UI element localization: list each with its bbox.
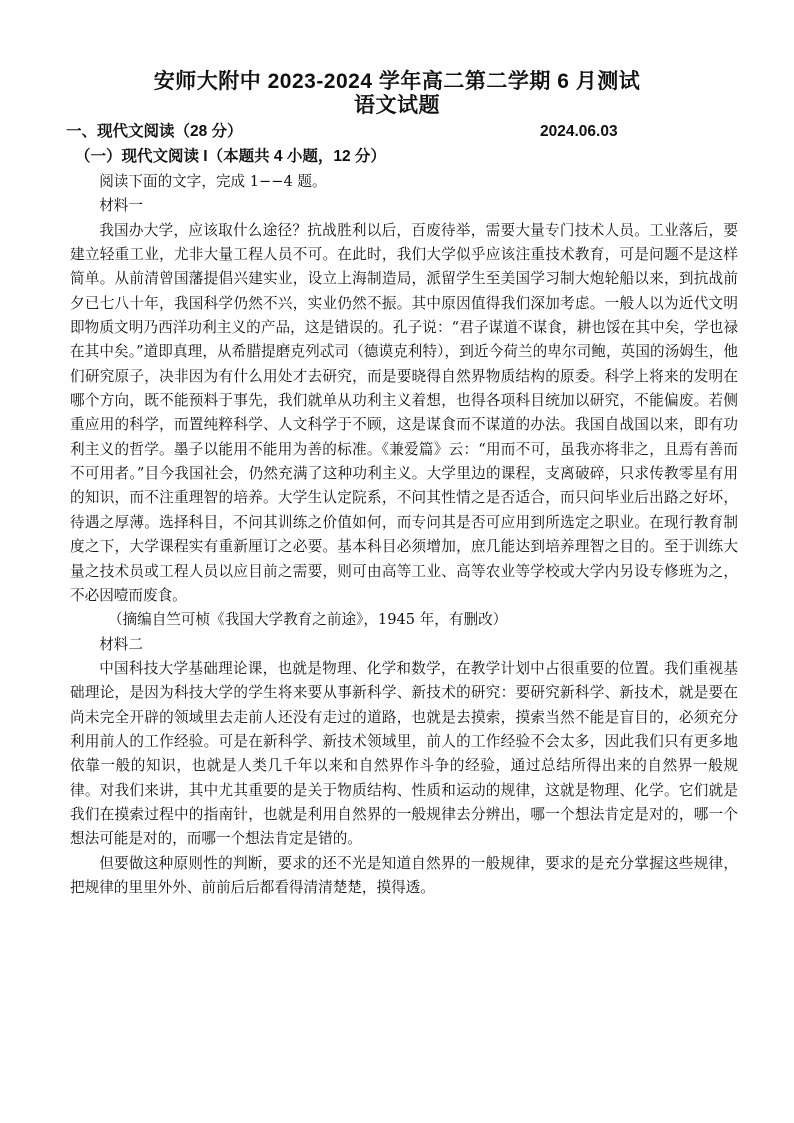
exam-title: 安师大附中 2023-2024 学年高二第二学期 6 月测试 — [153, 70, 641, 93]
passage-body — [70, 170, 738, 900]
exam-date: 2024.06.03 — [540, 123, 618, 140]
material-1-paragraph: 我国办大学，应该取什么途径？抗战胜利以后，百废待举，需要大量专门技术人员。工业落后，要建立轻重工业，尤非大量工程人员不可。在此时，我们大学似乎应该注重技术教育，可是问题不是这样简单。从前清曾国藩提倡兴建实业，设立上海制造局，派留学生至美国学习制大炮轮船以来，到抗战前夕已七八十年，我国科学仍然不兴，实业仍然不振。其中原因值得我们深加考虑。一般人以为近代文明即物质文明乃西洋功利主义的产品，这是错误的。孔子说：“君子谋道不谋食，耕也馁在其中矣，学也禄在其中矣。”道即真理，从希腊提磨克列忒司（德谟克利特），到近今荷兰的卑尔司鲍，英国的汤姆生，他们研究原子，决非因为有什么用处才去研究，而是要晓得自然界物质结构的原委。科学上将来的发明在哪个方向，既不能预料于事先，我们就单从功利主义着想，也得各项科目统加以研究，不能偏废。若侧重应用的科学，而置纯粹科学、人文科学于不顾，这是谋食而不谋道的办法。我国自战国以来，即有功利主义的哲学。墨子以能用不能用为善的标准。《兼爱篇》云：“用而不可，虽我亦将非之，且焉有善而不可用者。”目今我国社会，仍然充满了这种功利主义。大学里边的课程，支离破碎，只求传教零星有用的知识，而不注重理智的培养。大学生认定院系，不问其性情之是否适合，而只问毕业后出路之好坏，待遇之厚薄。选择科目，不问其训练之价值如何，而专问其是否可应用到所选定之职业。在现行教育制度之下，大学课程实有重新厘订之必要。基本科目必须增加，庶几能达到培养理智之目的。至于训练大量之技术员或工程人员以应目前之需要，则可由高等工业、高等农业等学校或大学内另设专修班为之，不必因噎而废食。 — [70, 221, 738, 604]
exam-subtitle: 语文试题 — [354, 94, 440, 117]
material-2-label: 材料二 — [99, 635, 143, 653]
material-1-label: 材料一 — [99, 197, 143, 215]
subsection-heading: （一）现代文阅读 I（本题共 4 小题，12 分） — [75, 148, 386, 165]
material-2-paragraph-2: 但要做这种原则性的判断，要求的还不光是知道自然界的一般规律，要求的是充分掌握这些规律，把规律的里里外外、前前后后都看得清清楚楚，摸得透。 — [70, 854, 738, 896]
material-2-paragraph-1: 中国科技大学基础理论课，也就是物理、化学和数学，在教学计划中占很重要的位置。我们重视基础理论，是因为科技大学的学生将来要从事新科学、新技术的研究：要研究新科学、新技术，就是要在尚未完全开辟的领域里去走前人还没有走过的道路，也就是去摸索，摸索当然不能是盲目的，必须充分利用前人的工作经验。可是在新科学、新技术领域里，前人的工作经验不会太多，因此我们只有更多地依靠一般的知识，也就是人类几千年以来和自然界作斗争的经验，通过总结所得出来的自然界一般规律。对我们来讲，其中尤其重要的是关于物质结构、性质和运动的规律，这就是物理、化学。它们就是我们在摸索过程中的指南针，也就是利用自然界的一般规律去分辨出，哪一个想法肯定是对的，哪一个想法可能是对的，而哪一个想法肯定是错的。 — [70, 659, 738, 848]
material-1-source: （摘编自竺可桢《我国大学教育之前途》，1945 年，有删改） — [107, 611, 508, 629]
instruction-text: 阅读下面的文字，完成 1−−4 题。 — [99, 173, 327, 190]
section-heading: 一、现代文阅读（28 分） — [66, 123, 243, 140]
